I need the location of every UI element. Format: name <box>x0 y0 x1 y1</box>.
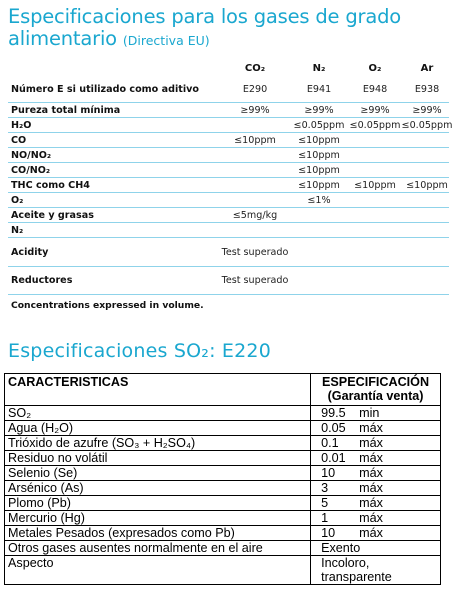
spec-row <box>8 163 449 178</box>
so2-unit: máx <box>359 481 383 495</box>
so2-row-label: Plomo (Pb) <box>5 496 311 511</box>
so2-unit: máx <box>359 511 383 525</box>
so2-value: 0.05 <box>321 421 346 435</box>
spec-row-label: Aceite y grasas <box>11 209 94 221</box>
spec-row-label: NO/NO₂ <box>11 149 52 161</box>
so2-value: 10 <box>321 466 336 480</box>
spec-cell: ≤0.05ppm <box>349 119 401 131</box>
so2-header-row <box>5 374 441 406</box>
spec-row-label: Pureza total mínima <box>11 104 121 116</box>
spec-cell: ≤0.05ppm <box>401 119 453 131</box>
so2-row-value <box>311 541 441 556</box>
so2-unit: máx <box>359 466 383 480</box>
spec-row-label: Acidity <box>11 246 49 258</box>
so2-value: 99.5 <box>321 406 346 420</box>
spec-cell <box>221 163 289 177</box>
so2-row-label: Trióxido de azufre (SO₃ + H₂SO₄) <box>5 436 311 451</box>
spec-row <box>8 178 449 193</box>
spec-cell <box>221 118 289 132</box>
spec-cell: ≤10ppm <box>298 179 340 191</box>
spec-cell: ≤1% <box>307 194 331 206</box>
so2-row-label: Residuo no volátil <box>5 451 311 466</box>
spec-row-label: THC como CH4 <box>11 179 90 191</box>
spec-cell <box>401 133 453 147</box>
so2-row-value <box>311 466 441 481</box>
spec-cell: ≤10ppm <box>298 164 340 176</box>
spec-row <box>8 208 449 223</box>
so2-unit: máx <box>359 421 383 435</box>
spec-row-label: CO/NO₂ <box>11 164 51 176</box>
so2-value: 0.01 <box>321 451 346 465</box>
spec-cell: ≤5mg/kg <box>232 209 278 221</box>
so2-row-value <box>311 556 441 585</box>
spec-row-label: Número E si utilizado como aditivo <box>11 84 199 95</box>
column-header-n2: N₂ <box>312 63 326 74</box>
so2-row-label: Mercurio (Hg) <box>5 511 311 526</box>
spec-cell: ≤10ppm <box>406 179 448 191</box>
spec-row-label: O₂ <box>11 194 24 206</box>
so2-row-value <box>311 496 441 511</box>
so2-unit: máx <box>359 526 383 540</box>
spec-cell <box>349 208 401 222</box>
spec-cell <box>349 223 401 237</box>
so2-unit: máx <box>359 496 383 510</box>
spec-cell: E941 <box>306 84 332 95</box>
spec-cell <box>289 223 349 237</box>
spec-cell <box>221 223 289 237</box>
so2-value: Exento <box>321 541 361 555</box>
so2-row-label: Arsénico (As) <box>5 481 311 496</box>
spec-cell <box>221 193 289 207</box>
so2-row-label: Agua (H₂O) <box>5 421 311 436</box>
so2-row <box>5 421 441 436</box>
so2-row-value <box>311 526 441 541</box>
volume-note: Concentrations expressed in volume. <box>11 300 204 311</box>
so2-row-value <box>311 436 441 451</box>
spec-cell: ≤10ppm <box>234 134 276 146</box>
so2-row <box>5 541 441 556</box>
so2-row <box>5 511 441 526</box>
spec-cell: E938 <box>414 84 440 95</box>
spec-row <box>8 77 449 103</box>
so2-row-label: Metales Pesados (expresados como Pb) <box>5 526 311 541</box>
food-gas-spec-table <box>8 60 453 295</box>
spec-cell: Test superado <box>221 275 289 286</box>
spec-cell: ≤0.05ppm <box>293 119 345 131</box>
spec-row <box>8 193 449 208</box>
spec-row <box>8 267 449 295</box>
so2-value: 10 <box>321 526 336 540</box>
column-header-o2: O₂ <box>368 63 382 74</box>
spec-header-row <box>8 60 449 77</box>
spec-cell <box>289 267 349 294</box>
spec-cell <box>221 178 289 192</box>
spec-cell <box>401 148 453 162</box>
so2-row-value <box>311 406 441 421</box>
so2-row-label: SO₂ <box>5 406 311 421</box>
spec-row-label: H₂O <box>11 119 32 131</box>
section1-title <box>8 6 453 52</box>
spec-row <box>8 133 449 148</box>
so2-spec-table <box>4 373 441 585</box>
so2-row-value <box>311 481 441 496</box>
spec-cell: ≤10ppm <box>354 179 396 191</box>
spec-cell: E948 <box>362 84 388 95</box>
spec-cell <box>221 148 289 162</box>
spec-cell <box>349 267 401 294</box>
spec-cell <box>401 163 453 177</box>
spec-cell: ≤10ppm <box>298 149 340 161</box>
so2-row-value <box>311 511 441 526</box>
so2-value: 5 <box>321 496 329 510</box>
spec-cell <box>401 193 453 207</box>
spec-cell <box>289 238 349 266</box>
so2-row <box>5 496 441 511</box>
spec-cell <box>349 133 401 147</box>
section1-subtitle: (Directiva EU) <box>122 33 210 48</box>
so2-unit: máx <box>359 451 383 465</box>
spec-cell: ≥99% <box>412 104 442 116</box>
spec-cell: ≥99% <box>240 104 270 116</box>
spec-cell <box>349 148 401 162</box>
spec-cell <box>349 238 401 266</box>
spec-row-label: CO <box>11 134 27 146</box>
so2-unit: min <box>359 406 380 420</box>
spec-cell: E290 <box>242 84 268 95</box>
so2-row <box>5 451 441 466</box>
so2-row <box>5 436 441 451</box>
spec-row <box>8 103 449 118</box>
so2-row <box>5 406 441 421</box>
spec-cell: ≥99% <box>360 104 390 116</box>
spec-cell <box>401 223 453 237</box>
spec-row <box>8 118 453 133</box>
column-header-co2: CO₂ <box>244 63 266 74</box>
so2-row-value <box>311 451 441 466</box>
spec-row <box>8 238 449 267</box>
section2-title: Especificaciones SO₂: E220 <box>8 340 271 362</box>
spec-cell <box>401 238 453 266</box>
so2-value: 3 <box>321 481 329 495</box>
so2-row <box>5 556 441 585</box>
so2-row <box>5 466 441 481</box>
spec-row <box>8 148 449 163</box>
spec-row-label: N₂ <box>11 224 24 236</box>
spec-cell <box>349 163 401 177</box>
spec-cell: ≥99% <box>304 104 334 116</box>
so2-value: 1 <box>321 511 329 525</box>
spec-cell: ≤10ppm <box>298 134 340 146</box>
so2-row <box>5 481 441 496</box>
specification-header: ESPECIFICACIÓN (Garantía venta) <box>311 374 441 406</box>
spec-cell: Test superado <box>221 246 289 258</box>
so2-unit: máx <box>359 436 383 450</box>
so2-row-value <box>311 421 441 436</box>
section1-title-text: Especificaciones para los gases de grado alimentario <box>8 5 401 50</box>
spec-cell <box>289 208 349 222</box>
spec-row-label: Reductores <box>11 275 73 286</box>
so2-row-label: Otros gases ausentes normalmente en el aire <box>5 541 311 556</box>
so2-row-label: Aspecto <box>5 556 311 585</box>
column-header-ar: Ar <box>420 63 434 74</box>
spec-cell <box>401 267 453 294</box>
so2-value: 0.1 <box>321 436 339 450</box>
so2-row <box>5 526 441 541</box>
so2-row-label: Selenio (Se) <box>5 466 311 481</box>
spec-cell <box>349 193 401 207</box>
characteristics-header: CARACTERISTICAS <box>5 374 311 406</box>
spec-cell <box>401 208 453 222</box>
spec-row <box>8 223 449 238</box>
so2-value: Incoloro, transparente <box>321 556 392 584</box>
